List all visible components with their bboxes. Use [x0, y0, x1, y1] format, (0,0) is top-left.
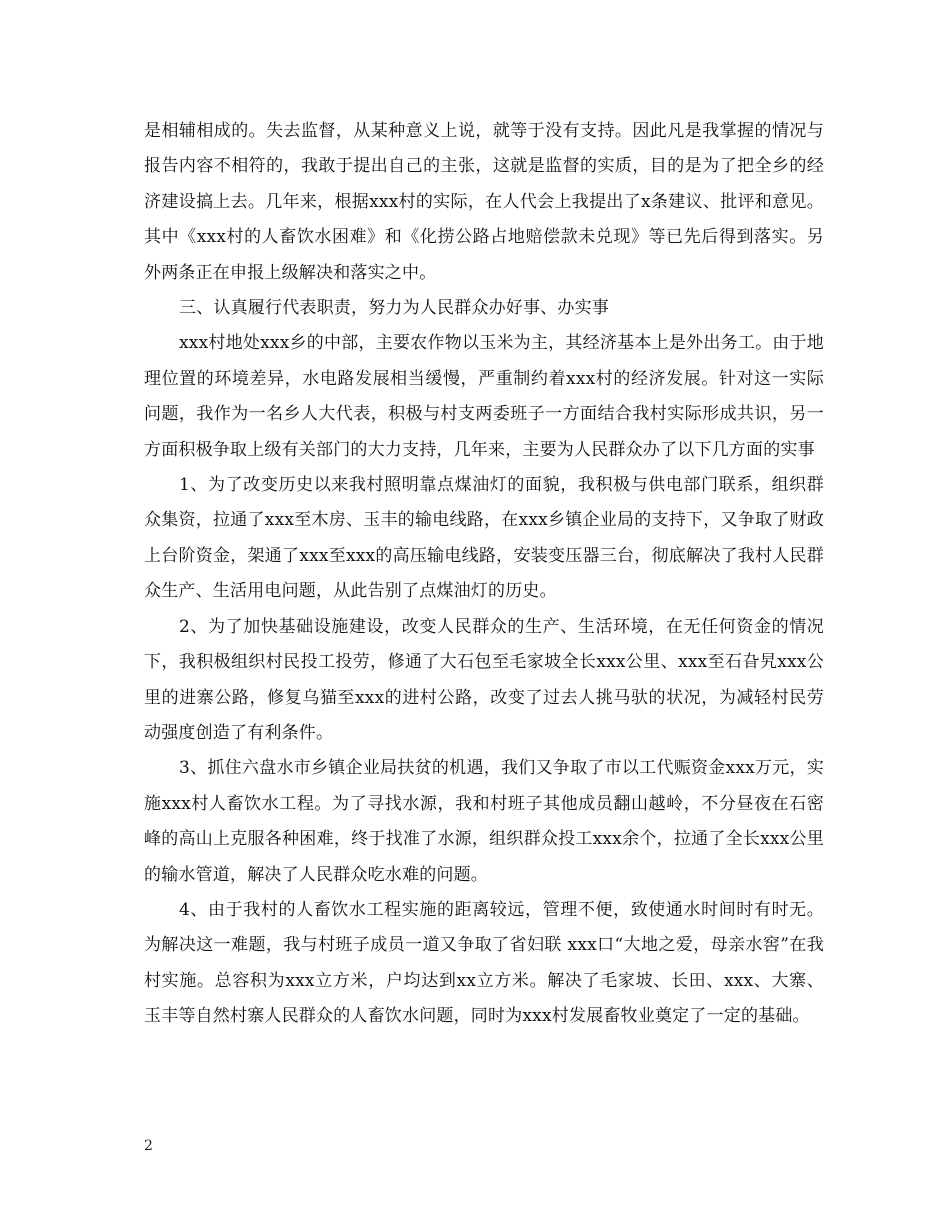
page-number: 2	[144, 1138, 153, 1154]
section-heading-three: 三、认真履行代表职责，努力为人民群众办好事、办实事	[179, 298, 609, 319]
paragraph-item-1-electricity: 1、为了改变历史以来我村照明靠点煤油灯的面貌，我积极与供电部门联系，组织群众集资，拉通了xxx至木房、玉丰的输电线路，在xxx乡镇企业局的支持下，又争取了财政上台阶资金，架通了xxx至xxx的高压输电线路，安装变压器三台，彻底解决了我村人民群众生产、生活用电问题，从此告别了点煤油灯的历史。	[144, 475, 824, 602]
paragraph-item-4-water-cellar: 4、由于我村的人畜饮水工程实施的距离较远，管理不便，致使通水时间时有时无。为解决这一难题，我与村班子成员一道又争取了省妇联 xxx口“大地之爱，母亲水窖”在我村实施。总容积为xxx立方米，户均达到xx立方米。解决了毛家坡、长田、xxx、大寨、玉丰等自然村寨人民群众的人畜饮水问题，同时为xxx村发展畜牧业奠定了一定的基础。	[144, 899, 824, 1027]
paragraph-item-3-water-project: 3、抓住六盘水市乡镇企业局扶贫的机遇，我们又争取了市以工代赈资金xxx万元，实施xxx村人畜饮水工程。为了寻找水源，我和村班子其他成员翻山越岭，不分昼夜在石密峰的高山上克服各种困难，终于找准了水源，组织群众投工xxx余个，拉通了全长xxx公里的输水管道，解决了人民群众吃水难的问题。	[144, 758, 824, 885]
paragraph-item-2-roads: 2、为了加快基础设施建设，改变人民群众的生产、生活环境，在无任何资金的情况下，我积极组织村民投工投劳，修通了大石包至毛家坡全长xxx公里、xxx至石旮旯xxx公里的进寨公路，修复乌猫至xxx的进村公路，改变了过去人挑马驮的状况，为减轻村民劳动强度创造了有利条件。	[144, 616, 824, 743]
paragraph-supervision: 是相辅相成的。失去监督，从某种意义上说，就等于没有支持。因此凡是我掌握的情况与报告内容不相符的，我敢于提出自己的主张，这就是监督的实质，目的是为了把全乡的经济建设搞上去。几年来，根据xxx村的实际，在人代会上我提出了x条建议、批评和意见。其中《xxx村的人畜饮水困难》和《化捞公路占地赔偿款未兑现》等已先后得到落实。另外两条正在申报上级解决和落实之中。	[144, 121, 824, 283]
paragraph-village-overview: xxx村地处xxx乡的中部，主要农作物以玉米为主，其经济基本上是外出务工。由于地理位置的环境差异，水电路发展相当缓慢，严重制约着xxx村的经济发展。针对这一实际问题，我作为一名乡人大代表，积极与村支两委班子一方面结合我村实际形成共识，另一方面积极争取上级有关部门的大力支持，几年来，主要为人民群众办了以下几方面的实事	[144, 333, 824, 460]
document-body	[144, 114, 824, 1035]
